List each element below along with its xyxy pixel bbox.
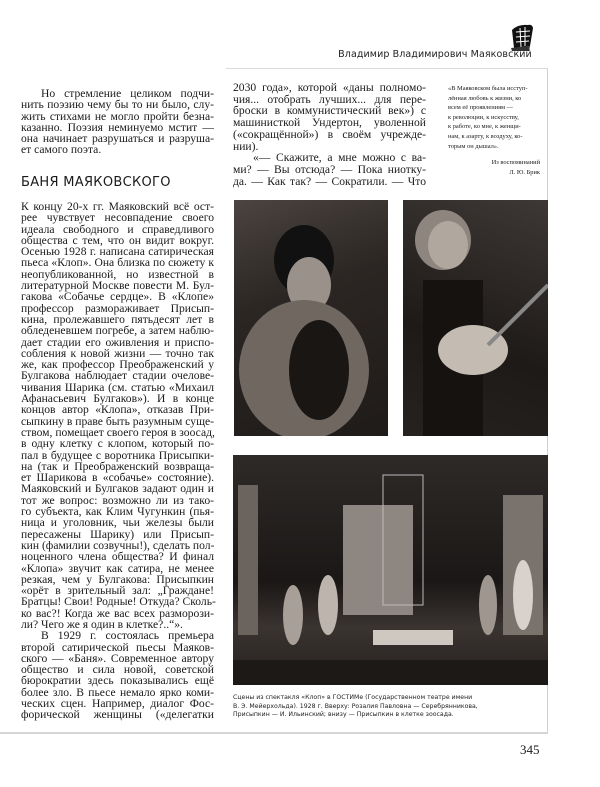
photo-serebryannikova <box>234 200 388 436</box>
book-logo-icon <box>508 22 536 52</box>
running-head: Владимир Владимирович Маяковский <box>338 49 532 60</box>
text-line: Булгакова наблюдает стадии очелове- <box>21 369 214 383</box>
text-line: нии). <box>233 139 259 153</box>
text-line: Л. Ю. Брик <box>509 168 540 176</box>
text-line: чия... отобрать лучших... для пере- <box>233 92 426 106</box>
middle-column <box>233 82 426 187</box>
text-line: нить поэзию чему бы то ни было, слу- <box>21 98 214 112</box>
text-line: всем её проявлениям — <box>448 104 514 112</box>
text-line: же, как профессор Преображенский у <box>21 358 214 372</box>
text-line: общество и сила новой, советской <box>21 663 214 677</box>
text-line: кин (фамилии созвучны!), сделать пол- <box>21 538 215 552</box>
text-line: «Клопа» звучит как сатира, не менее <box>21 561 214 575</box>
text-line: нам, к азарту, к воздуху, ко- <box>448 132 523 140</box>
left-column-body <box>21 201 214 721</box>
text-line: к революции, к искусству, <box>448 113 519 121</box>
text-line: ноценного члена общества? И финал <box>21 550 214 564</box>
text-line: Братцы! Свои! Родные! Откуда? Сколь- <box>21 595 216 609</box>
text-line: ческих сцен. Например, диалог Фос- <box>21 697 214 711</box>
figure-caption <box>233 694 543 720</box>
text-line: машинисткой Ундертон, уволенной <box>233 116 426 130</box>
text-line: 2030 года», которой «даны полномо- <box>233 81 426 94</box>
text-line: ством, помещает своего героя в зоосад, <box>21 425 215 439</box>
text-line: лённая любовь к жизни, ко <box>448 94 522 102</box>
text-line: пал в будущее с воротника Присыпки- <box>21 448 214 462</box>
text-line: «орёт в зрительный зал: „Граждане! <box>21 584 214 598</box>
text-line: общества с тем, что он видит вокруг. <box>21 233 214 247</box>
text-line: «В Маяковском была исступ- <box>448 85 528 92</box>
text-line: на (так и Преображенский возвраща- <box>21 459 214 473</box>
text-line: В. Э. Мейерхольда). 1928 г. Вверху: Розалия Павловна — Серебрянникова, <box>233 702 478 710</box>
text-line: Сцены из спектакля «Клоп» в ГОСТИМе (Государственном театре имени <box>233 694 473 701</box>
text-line: Афанасьевич Булгаков»). И в конце <box>21 392 214 406</box>
text-line: в одну клетку с клопом, который по- <box>21 437 214 451</box>
text-line: Из воспоминаний <box>491 159 540 166</box>
text-line: Маяковский и Булгаков задают один и <box>21 482 214 496</box>
text-line: бюрократии здесь показывались ещё <box>21 674 214 688</box>
frame-divider <box>226 68 548 69</box>
text-line: «— Скажите, а мне можно с ва- <box>253 151 426 165</box>
text-line: ского — «Баня». Современное автору <box>21 651 214 665</box>
text-line: резкая, чем у Булгакова: Присыпкин <box>21 572 214 586</box>
text-line: В 1929 г. состоялась премьера <box>41 629 214 643</box>
text-line: торым он дышал». <box>448 142 499 150</box>
sidebar-quote <box>448 84 540 151</box>
text-line: ница и уголовник, чьи железы были <box>21 516 214 530</box>
section-heading: БАНЯ МАЯКОВСКОГО <box>21 175 171 190</box>
photo-zoo-cage-scene <box>233 455 548 685</box>
text-line: го субъекта, как Клим Чугункин (пья- <box>21 505 214 519</box>
text-line: ми? — Вы отсюда? — Пока ниотку- <box>233 162 426 176</box>
text-line: сыпкину в праве быть разумным суще- <box>21 414 215 428</box>
text-line: Присыпкин — И. Ильинский; внизу — Присыпкин в клетке зоосада. <box>233 711 454 719</box>
text-line: казанно. Поэзия неминуемо мстит — <box>21 120 214 134</box>
text-line: пьеса «Клоп». Она близка по сюжету к <box>21 256 214 270</box>
left-column-intro <box>21 88 214 156</box>
text-line: кина, пролежавшего пятьдесят лет в <box>21 312 214 326</box>
text-line: ли? Чего же я один в клетке?..“». <box>21 617 183 631</box>
quote-source <box>448 158 540 177</box>
text-line: форической женщины («делегатки <box>21 708 214 722</box>
text-line: К концу 20-х гг. Маяковский всё ост- <box>21 200 214 213</box>
text-line: гакова «Собачье сердце». В «Клопе» <box>21 290 214 304</box>
text-line: профессор размораживает Присып- <box>21 301 214 315</box>
text-line: литературной Москве повести М. Бул- <box>21 279 214 293</box>
text-line: дает стадии его оживления и приспо- <box>21 335 214 349</box>
text-line: концов автор «Клопа», отказав При- <box>21 403 214 417</box>
text-line: Но стремление целиком подчи- <box>41 87 214 100</box>
text-line: тот же вопрос: возможно ли из тако- <box>21 493 214 507</box>
page-number: 345 <box>520 742 540 757</box>
text-line: рее чувствует несовпадение своего <box>21 211 214 225</box>
text-line: чивания Шарика (см. статью «Михаил <box>21 380 214 394</box>
text-line: она начинает разрушаться и разруша- <box>21 132 214 146</box>
text-line: ет Шарикова в «собачье» состояние). <box>21 471 214 485</box>
text-line: второй сатирической пьесы Маяков- <box>21 640 214 654</box>
text-line: ко вас?! Когда же вас всех разморози- <box>21 606 214 620</box>
photo-ilyinsky-guitar <box>403 200 548 436</box>
text-line: идеала свободного и справедливого <box>21 222 214 236</box>
text-line: неопубликованной, но известной в <box>21 267 214 281</box>
text-line: Осенью 1928 г. написана сатирическая <box>21 245 214 259</box>
text-line: к работе, ко мне, к женщи- <box>448 123 521 131</box>
text-line: броски в коммунистический век») с <box>233 104 426 118</box>
text-line: собления к новой жизни — точно так <box>21 346 214 360</box>
text-line: жить стихами не могло пройти безна- <box>21 109 214 123</box>
text-line: более зло. В пьесе немало ярко коми- <box>21 685 214 699</box>
text-line: пересажены Шарику) или Присып- <box>21 527 214 541</box>
text-line: ет самого поэта. <box>21 143 102 157</box>
text-line: да. — Как так? — Сократили. — Что <box>233 174 426 188</box>
text-line: («сокращённой») в своём учрежде- <box>233 127 426 141</box>
text-line: обледеневшем погребе, а затем наблю- <box>21 324 214 338</box>
